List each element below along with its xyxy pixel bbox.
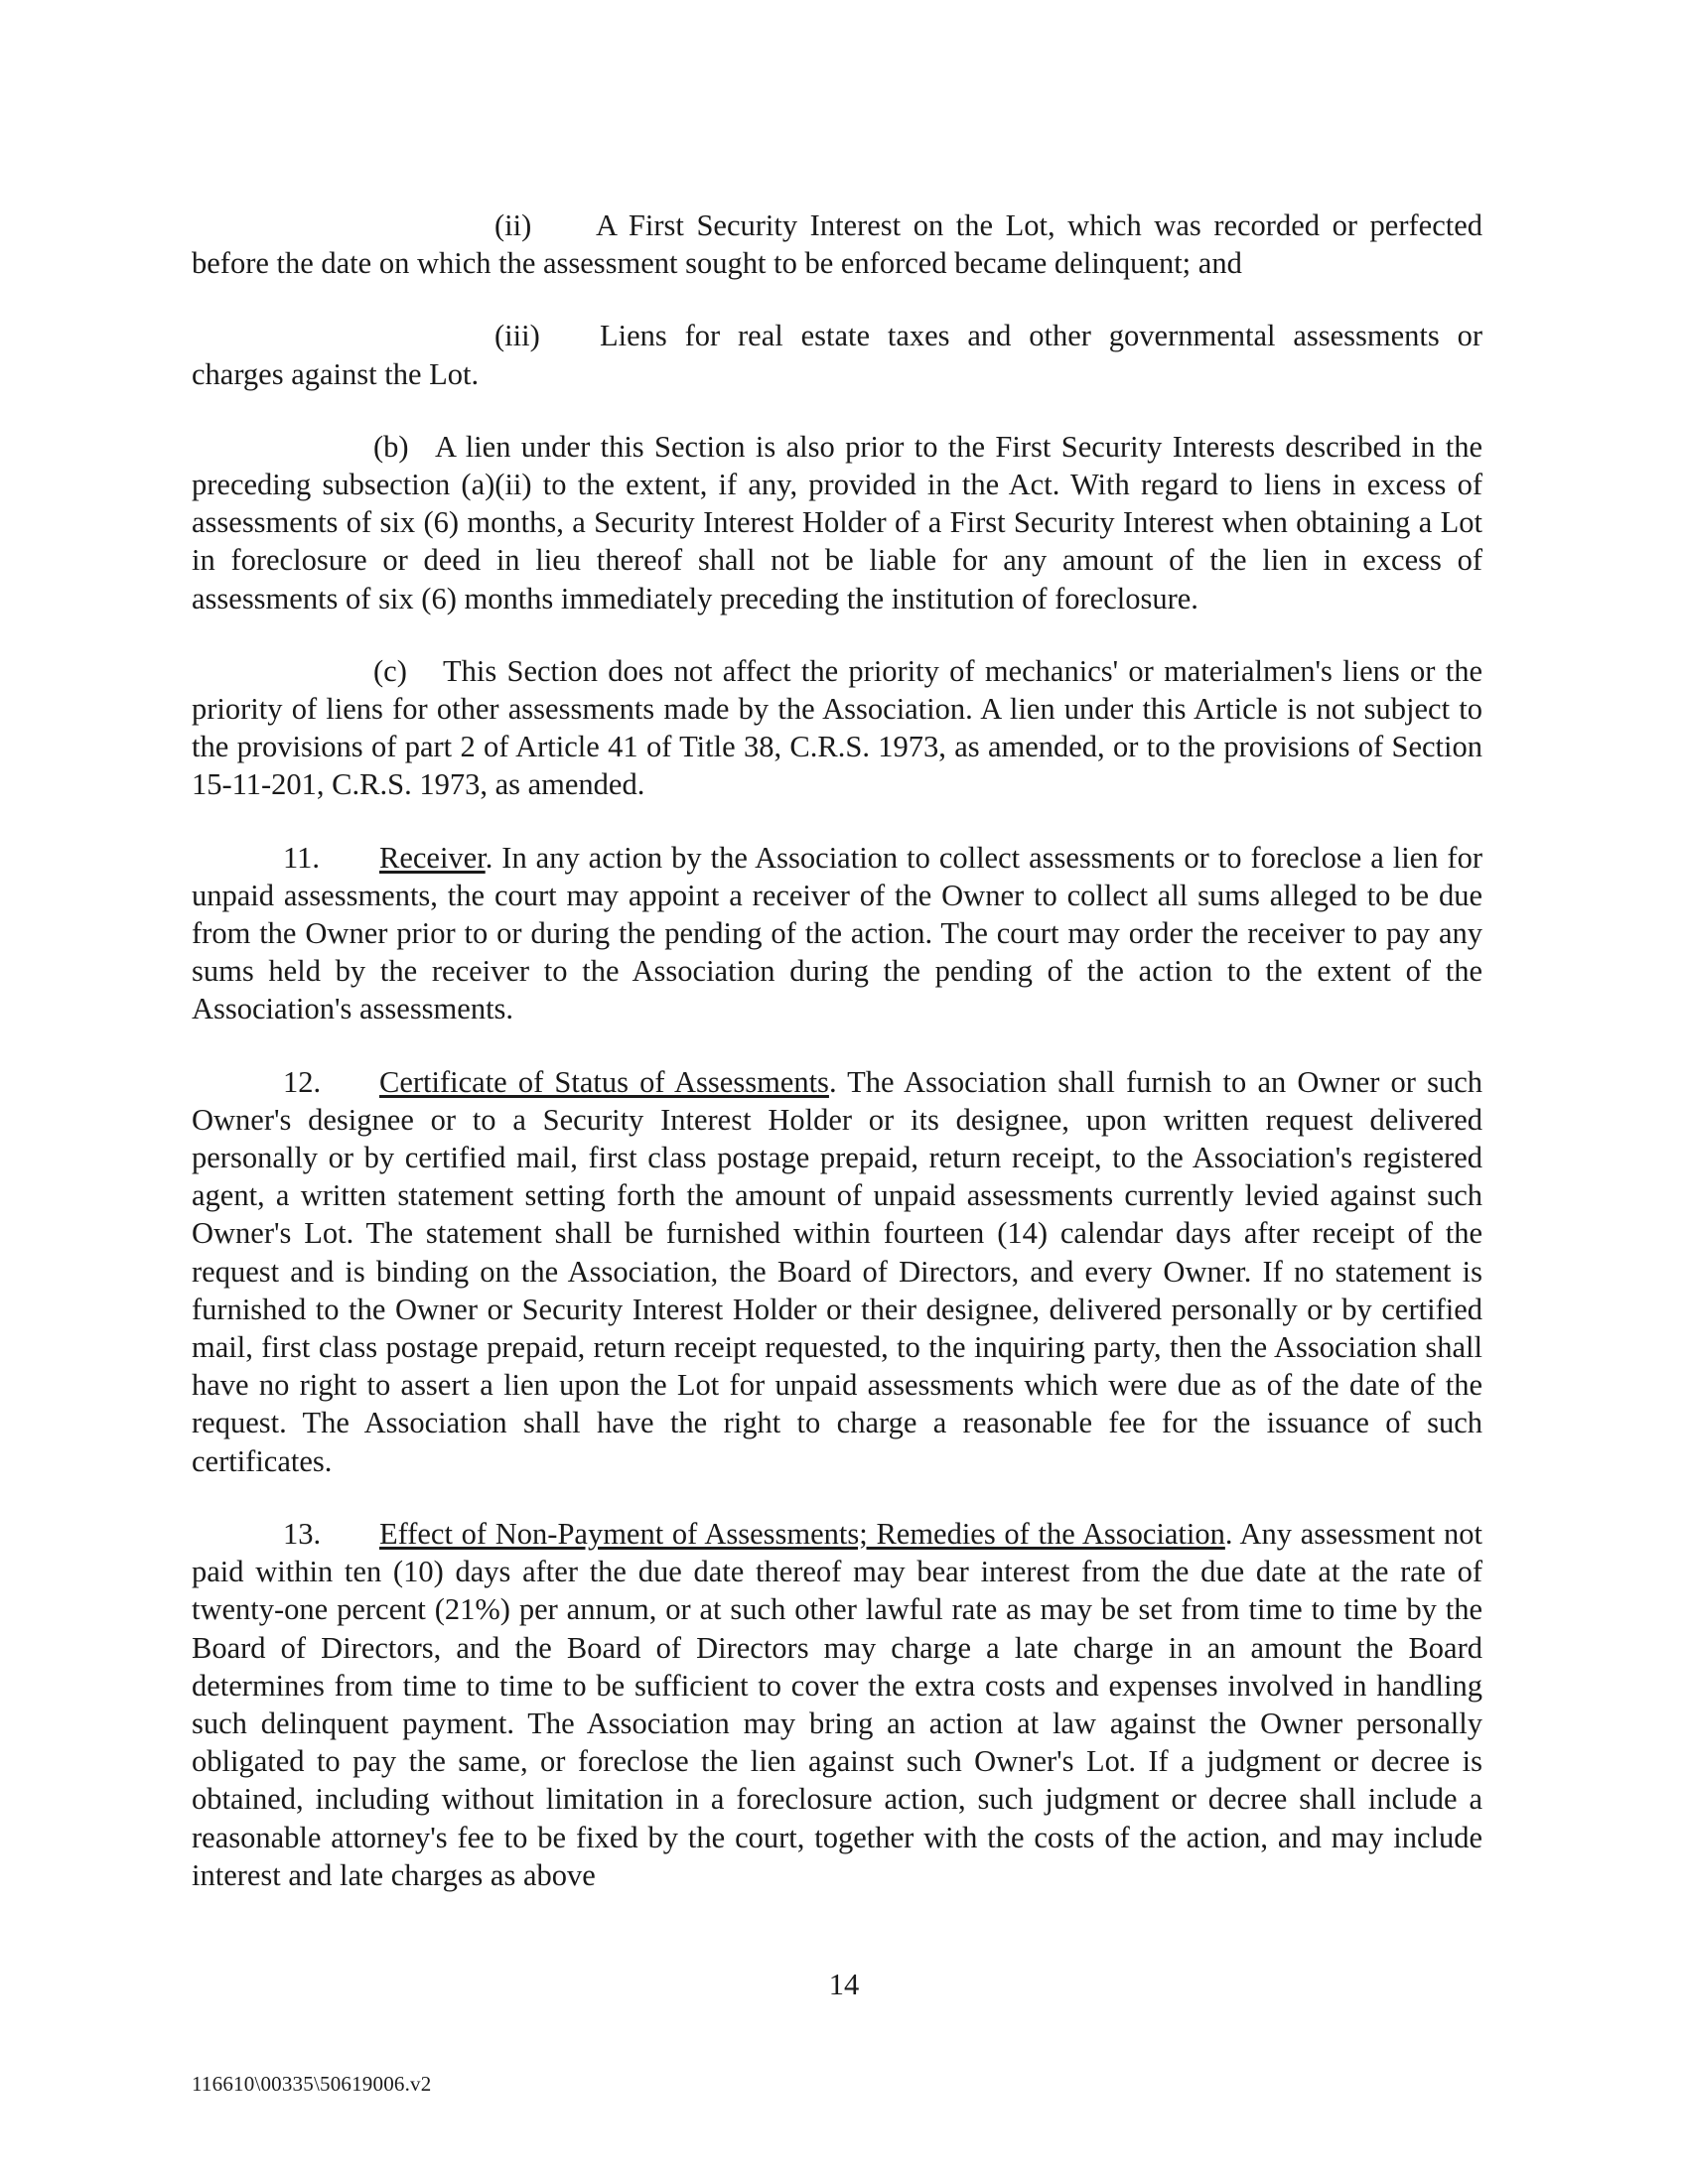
section-13-non-payment: [192, 1515, 1482, 1894]
section-text: . In any action by the Association to collect assessments or to foreclose a lien for unpaid assessments, the court may appoint a receiver of the Owner to collect all sums alleged to be due from the Owner prior to or during the pending of the action. The court may order the receiver to pay any sums held by the receiver to the Association during the pending of the action to the extent of the Association's assessments.: [192, 840, 1482, 1026]
subsection-text: A lien under this Section is also prior to the First Security Interests described in the preceding subsection (a)(ii) to the extent, if any, provided in the Act. With regard to liens in excess of assessments of six (6) months, a Security Interest Holder of a First Security Interest when obtaining a Lot in foreclosure or deed in lieu thereof shall not be liable for any amount of the lien in excess of assessments of six (6) months immediately preceding the institution of foreclosure.: [192, 429, 1482, 615]
subsection-text: Liens for real estate taxes and other governmental assessments or charges against the Lot.: [192, 319, 1482, 391]
subsection-label: (ii): [494, 208, 532, 242]
subsection-text: This Section does not affect the priority of mechanics' or materialmen's liens or the priority of liens for other assessments made by the Association. A lien under this Article is not subject to the provisions of part 2 of Article 41 of Title 38, C.R.S. 1973, as amended, or to the provisions of Section 15-11-201, C.R.S. 1973, as amended.: [192, 653, 1482, 802]
subsection-b: [192, 428, 1482, 617]
subsection-text: A First Security Interest on the Lot, which was recorded or perfected before the date on which the assessment sought to be enforced became delinquent; and: [192, 208, 1482, 281]
document-id: 116610\00335\50619006.v2: [192, 2072, 432, 2096]
document-body: [192, 206, 1482, 1929]
subsection-label: (iii): [494, 319, 540, 353]
subsection-label: (b): [373, 429, 409, 464]
subsection-a-iii: [192, 317, 1482, 392]
section-number: 12.: [283, 1064, 322, 1099]
section-12-certificate: [192, 1063, 1482, 1480]
section-11-receiver: [192, 839, 1482, 1028]
section-text: . Any assessment not paid within ten (10) days after the due date thereof may bear interest from the due date at the rate of twenty-one percent (21%) per annum, or at such other lawful rate as may be set from time to time by the Board of Directors, and the Board of Directors may charge a late charge in an amount the Board determines from time to time to be sufficient to cover the extra costs and expenses involved in handling such delinquent payment. The Association may bring an action at law against the Owner personally obligated to pay the same, or foreclose the lien against such Owner's Lot. If a judgment or decree is obtained, including without limitation in a foreclosure action, such judgment or decree shall include a reasonable attorney's fee to be fixed by the court, together with the costs of the action, and may include interest and late charges as above: [192, 1516, 1482, 1892]
subsection-a-ii: [192, 206, 1482, 282]
subsection-c: [192, 652, 1482, 804]
section-number: 13.: [283, 1516, 322, 1551]
section-number: 11.: [283, 840, 320, 875]
section-heading: Effect of Non-Payment of Assessments; Remedies of the Association: [379, 1516, 1225, 1551]
section-text: . The Association shall furnish to an Owner or such Owner's designee or to a Security Interest Holder or its designee, upon written request delivered personally or by certified mail, first class postage prepaid, return receipt, to the Association's registered agent, a written statement setting forth the amount of unpaid assessments currently levied against such Owner's Lot. The statement shall be furnished within fourteen (14) calendar days after receipt of the request and is binding on the Association, the Board of Directors, and every Owner. If no statement is furnished to the Owner or Security Interest Holder or their designee, delivered personally or by certified mail, first class postage prepaid, return receipt requested, to the inquiring party, then the Association shall have no right to assert a lien upon the Lot for unpaid assessments which were due as of the date of the request. The Association shall have the right to charge a reasonable fee for the issuance of such certificates.: [192, 1064, 1483, 1478]
section-heading: Certificate of Status of Assessments: [379, 1064, 829, 1099]
page-number: 14: [828, 1968, 860, 2001]
subsection-label: (c): [373, 653, 407, 688]
section-heading: Receiver: [379, 840, 486, 875]
